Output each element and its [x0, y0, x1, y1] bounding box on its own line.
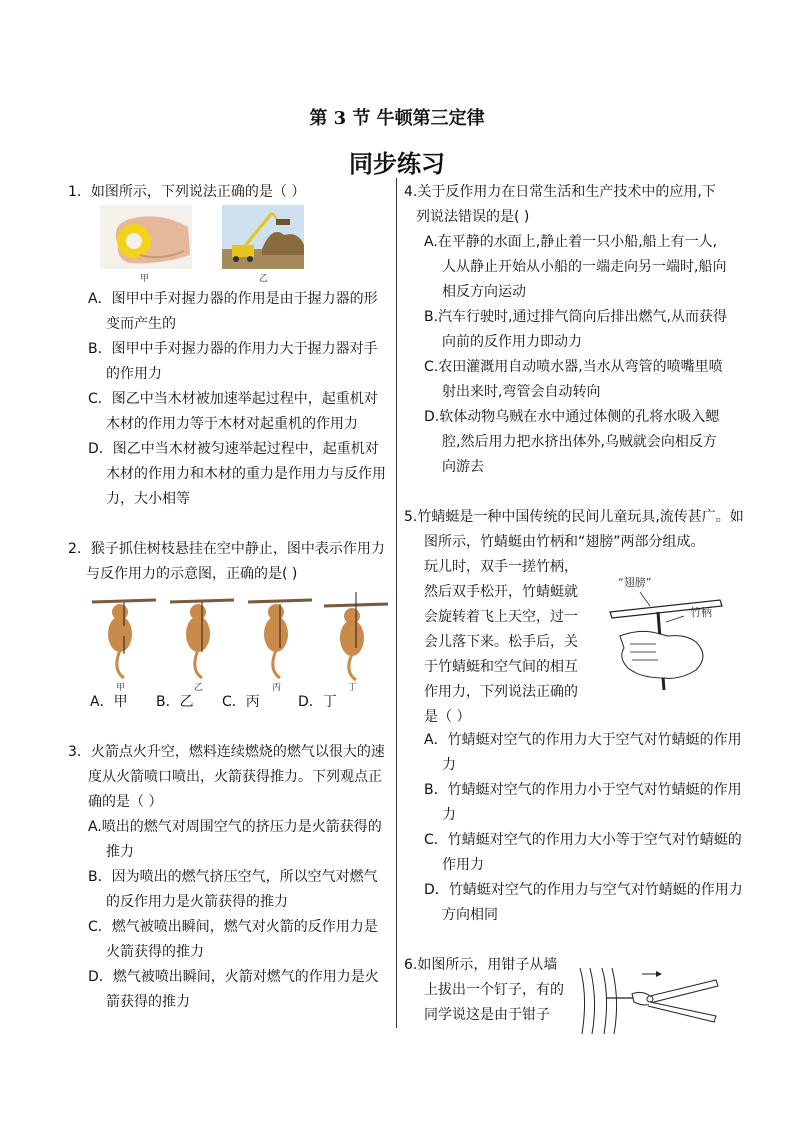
q6-stem: 6.如图所示，用钳子从墙上拔出一个钉子，有的同学说这是由于钳子	[404, 957, 564, 1023]
section-title: 第 3 节 牛顿第三定律	[309, 108, 485, 129]
question-3	[68, 740, 390, 1015]
q6-pliers-figure	[576, 966, 726, 1036]
q5-stem-b-wrap	[424, 555, 584, 730]
monkey-figure-ding	[324, 592, 388, 680]
q1-figure-grip	[100, 205, 192, 269]
q2-stem-line2: 与反作用力的示意图，正确的是( )	[86, 566, 298, 582]
q5-fig-wing-label: “翅膀”	[618, 576, 652, 589]
q1-stem: 1．如图所示，下列说法正确的是（ ）	[68, 184, 306, 200]
q2-fig-label-bing: 丙	[272, 683, 282, 693]
q2-option-a: A．甲	[90, 694, 128, 710]
q2-option-d: D．丁	[298, 694, 337, 710]
q4-option-c: C.农田灌溉用自动喷水器,当水从弯管的喷嘴里喷射出来时,弯管会自动转向	[424, 359, 723, 400]
q5-option-d: D．竹蜻蜓对空气的作用力与空气对竹蜻蜓的作用力方向相同	[424, 882, 743, 923]
q5-option-a: A．竹蜻蜓对空气的作用力大于空气对竹蜻蜓的作用力	[424, 732, 742, 773]
q5-options	[404, 728, 744, 928]
column-divider	[396, 178, 397, 1028]
q1-option-a: A．图甲中手对握力器的作用是由于握力器的形变而产生的	[88, 291, 378, 332]
q2-monkey-figures	[90, 590, 390, 682]
q5-option-c: C．竹蜻蜓对空气的作用力大小等于空气对竹蜻蜓的作用力	[424, 832, 742, 873]
q1-figure-crane	[222, 205, 304, 269]
q4-option-d: D.软体动物乌贼在水中通过体侧的孔将水吸入鳃腔,然后用力把水挤出体外,乌贼就会向相反方向游去	[424, 409, 720, 475]
q3-option-a: A.喷出的燃气对周围空气的挤压力是火箭获得的推力	[88, 819, 382, 860]
question-2	[68, 537, 390, 587]
page-subtitle: 同步练习	[349, 149, 445, 178]
question-6	[404, 953, 568, 1028]
q5-bamboo-dragonfly-figure	[600, 572, 740, 694]
q1-fig-a-label: 甲	[140, 274, 150, 284]
q3-option-c: C．燃气被喷出瞬间，燃气对火箭的反作用力是火箭获得的推力	[88, 919, 378, 960]
monkey-figure-bing	[248, 600, 312, 678]
q2-option-c: C．丙	[222, 694, 260, 710]
q1-option-b: B．图甲中手对握力器的作用力大于握力器对手的作用力	[88, 341, 378, 382]
q2-fig-label-jia: 甲	[116, 683, 126, 693]
q1-fig-b-label: 乙	[259, 274, 269, 284]
question-5	[404, 505, 744, 555]
q1-options	[68, 287, 390, 512]
q2-options	[90, 690, 390, 715]
q2-fig-label-yi: 乙	[194, 683, 204, 693]
question-4	[404, 180, 728, 480]
q2-stem-line1: 2．猴子抓住树枝悬挂在空中静止，图中表示作用力	[68, 541, 385, 557]
q3-option-b: B．因为喷出的燃气挤压空气，所以空气对燃气的反作用力是火箭获得的推力	[88, 869, 378, 910]
q1-option-c: C．图乙中当木材被加速举起过程中，起重机对木材的作用力等于木材对起重机的作用力	[88, 391, 378, 432]
question-1	[68, 180, 390, 205]
q4-option-a: A.在平静的水面上,静止着一只小船,船上有一人,人从静止开始从小船的一端走向另一端时,船向相反方向运动	[424, 234, 727, 300]
q5-stem-a: 5.竹蜻蜓是一种中国传统的民间儿童玩具,流传甚广。如图所示，竹蜻蜓由竹柄和“翅膀”两部分组成。	[404, 509, 744, 550]
q1-option-d: D．图乙中当木材被匀速举起过程中，起重机对木材的作用力和木材的重力是作用力与反作用力，大小相等	[88, 441, 386, 507]
monkey-figure-jia	[92, 600, 156, 678]
q3-stem: 3．火箭点火升空，燃料连续燃烧的燃气以很大的速度从火箭喷口喷出，火箭获得推力。下列观点正确的是（ ）	[68, 744, 385, 810]
q4-option-b: B.汽车行驶时,通过排气筒向后排出燃气,从而获得向前的反作用力即动力	[424, 309, 727, 350]
q3-option-d: D．燃气被喷出瞬间，火箭对燃气的作用力是火箭获得的推力	[88, 969, 379, 1010]
monkey-figure-yi	[170, 600, 234, 678]
q5-option-b: B．竹蜻蜓对空气的作用力小于空气对竹蜻蜓的作用力	[424, 782, 742, 823]
q4-stem: 4.关于反作用力在日常生活和生产技术中的应用,下列说法错误的是( )	[404, 184, 716, 225]
q2-fig-label-ding: 丁	[348, 683, 358, 693]
q2-option-b: B．乙	[156, 694, 194, 710]
q5-stem-b: 玩儿时，双手一搓竹柄，然后双手松开，竹蜻蜓就会旋转着飞上天空，过一会儿落下来。松手后，关于竹蜻蜓和空气间的相互作用力，下列说法正确的是（ ）	[424, 559, 578, 725]
q5-fig-handle-label: 竹柄	[690, 606, 712, 619]
